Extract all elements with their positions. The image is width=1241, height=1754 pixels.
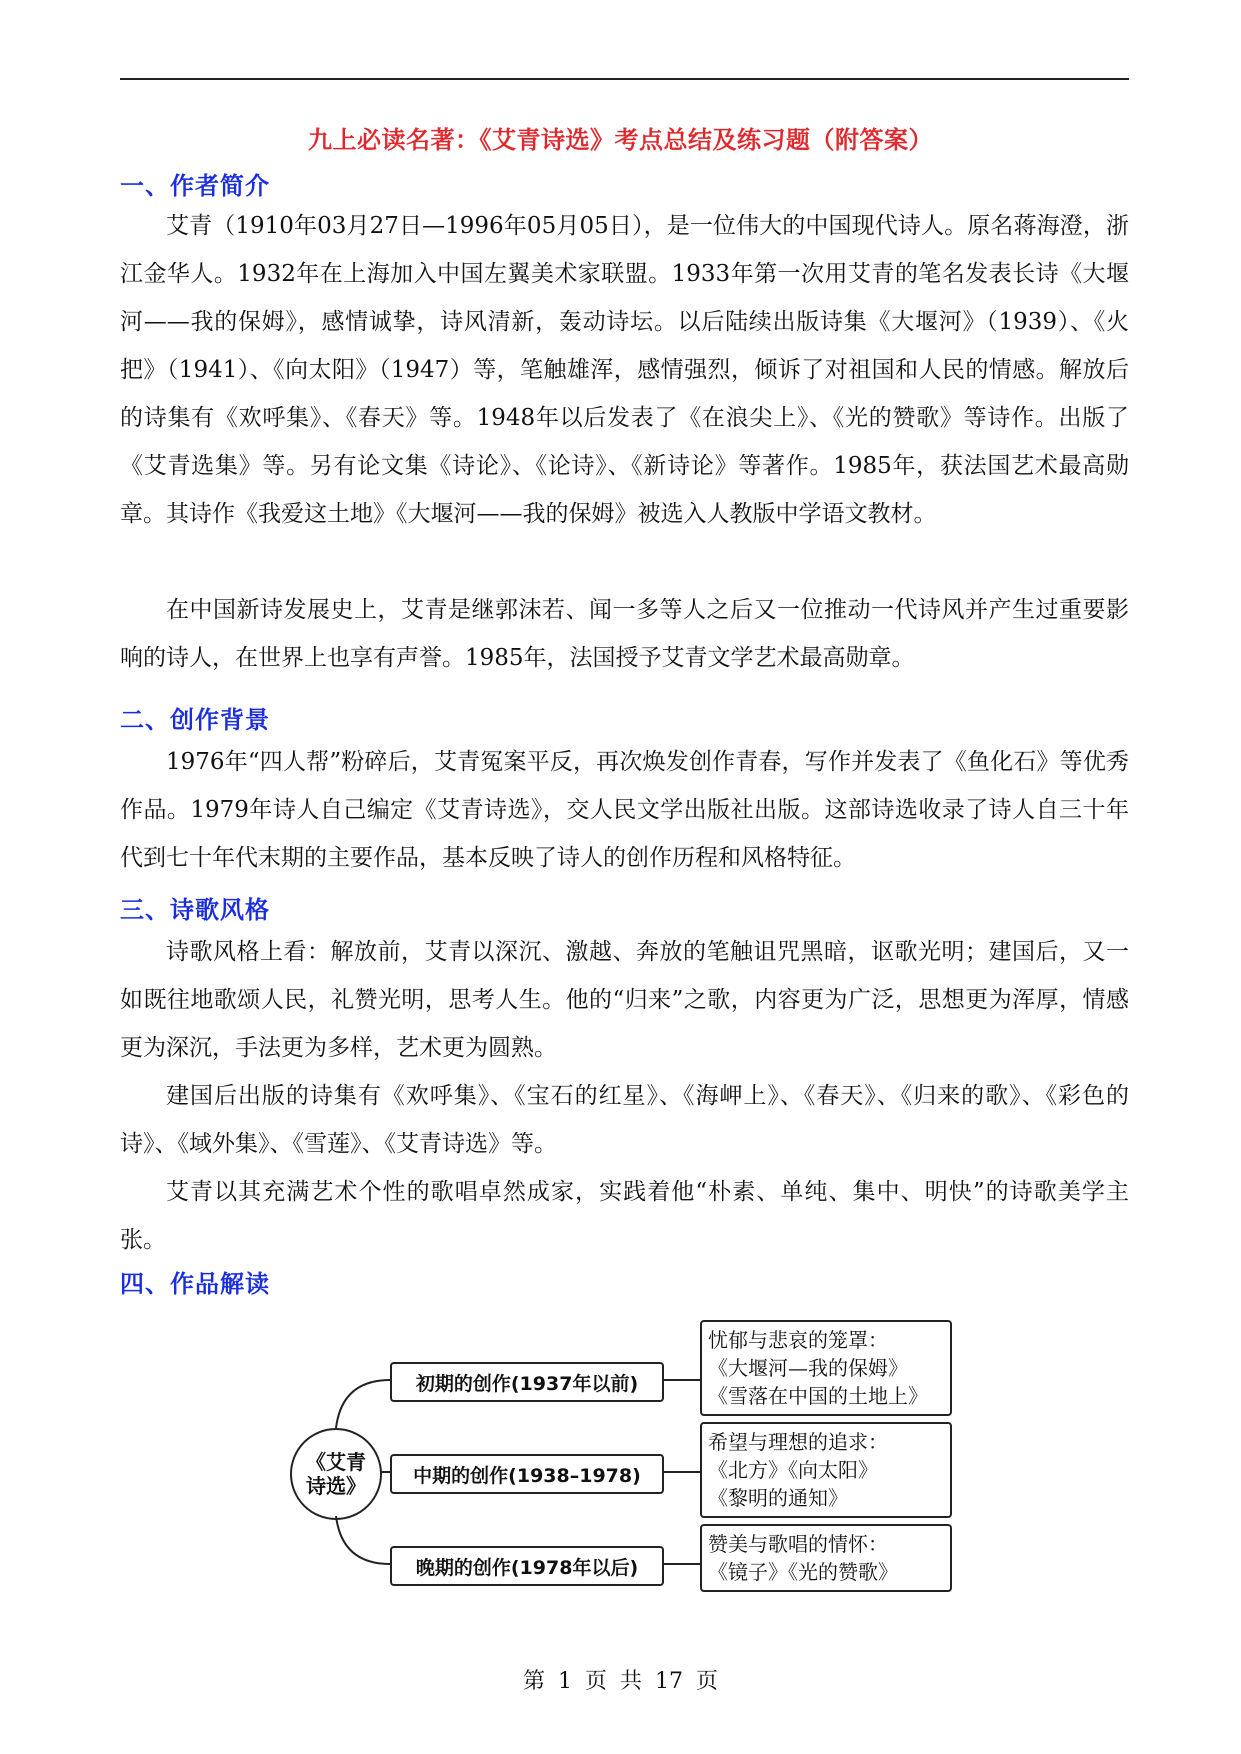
- works-early-line-2: 《大堰河—我的保姆》: [708, 1356, 908, 1380]
- paragraph-style-collections: 建国后出版的诗集有《欢呼集》、《宝石的红星》、《海岬上》、《春天》、《归来的歌》、《彩色的诗》、《域外集》、《雪莲》、《艾青诗选》等。: [120, 1083, 1129, 1157]
- page-footer: 第 1 页 共 17 页: [523, 1669, 718, 1694]
- paragraph-style-aesthetics: 艾青以其充满艺术个性的歌唱卓然成家，实践着他“朴素、单纯、集中、明快”的诗歌美学主张。: [120, 1179, 1129, 1253]
- period-node-middle: 中期的创作(1938–1978): [390, 1454, 664, 1494]
- paragraph-background: 1976年“四人帮”粉碎后，艾青冤案平反，再次焕发创作青春，写作并发表了《鱼化石》等优秀作品。1979年诗人自己编定《艾青诗选》，交人民文学出版社出版。这部诗选收录了诗人自三十年代到七十年代末期的主要作品，基本反映了诗人的创作历程和风格特征。: [120, 749, 1129, 871]
- works-early-line-3: 《雪落在中国的土地上》: [708, 1384, 928, 1408]
- section-heading-author: 一、作者简介: [120, 171, 270, 200]
- paragraph-style-overview: 诗歌风格上看：解放前，艾青以深沉、激越、奔放的笔触诅咒黑暗，讴歌光明；建国后，又一如既往地歌颂人民，礼赞光明，思考人生。他的“归来”之歌，内容更为广泛，思想更为浑厚，情感更为深沉，手法更为多样，艺术更为圆熟。: [120, 939, 1129, 1061]
- paragraph-author-influence: 在中国新诗发展史上，艾青是继郭沫若、闻一多等人之后又一位推动一代诗风并产生过重要影响的诗人，在世界上也享有声誉。1985年，法国授予艾青文学艺术最高勋章。: [120, 597, 1129, 671]
- center-node-line-2: 诗选》: [306, 1474, 366, 1498]
- works-late-line-2: 《镜子》《光的赞歌》: [708, 1560, 898, 1584]
- period-node-early: 初期的创作(1937年以前): [390, 1362, 664, 1402]
- works-middle-line-1: 希望与理想的追求：: [708, 1430, 888, 1454]
- period-node-late: 晚期的创作(1978年以后): [390, 1546, 664, 1586]
- center-node: [290, 1428, 382, 1520]
- works-box-middle: [700, 1422, 952, 1518]
- works-box-early: [700, 1320, 952, 1416]
- center-node-line-1: 《艾青: [306, 1450, 366, 1474]
- works-early-line-1: 忧郁与悲哀的笼罩：: [708, 1328, 888, 1352]
- section-heading-background: 二、创作背景: [120, 705, 270, 734]
- works-mind-map: [280, 1320, 960, 1605]
- works-middle-line-3: 《黎明的通知》: [708, 1486, 848, 1510]
- paragraph-author-bio: 艾青（1910年03月27日—1996年05月05日），是一位伟大的中国现代诗人。原名蒋海澄，浙江金华人。1932年在上海加入中国左翼美术家联盟。1933年第一次用艾青的笔名发表长诗《大堰河——我的保姆》，感情诚挚，诗风清新，轰动诗坛。以后陆续出版诗集《大堰河》（1939）、《火把》（1941）、《向太阳》（1947）等，笔触雄浑，感情强烈，倾诉了对祖国和人民的情感。解放后的诗集有《欢呼集》、《春天》等。1948年以后发表了《在浪尖上》、《光的赞歌》等诗作。出版了《艾青选集》等。另有论文集《诗论》、《论诗》、《新诗论》等著作。1985年，获法国艺术最高勋章。其诗作《我爱这土地》《大堰河——我的保姆》被选入人教版中学语文教材。: [120, 213, 1129, 527]
- works-box-late: [700, 1524, 952, 1592]
- works-late-line-1: 赞美与歌唱的情怀：: [708, 1532, 888, 1556]
- section-heading-interpretation: 四、作品解读: [120, 1269, 270, 1298]
- top-rule: [120, 78, 1129, 80]
- connector-early: [336, 1380, 390, 1428]
- connector-late: [336, 1516, 390, 1564]
- works-middle-line-2: 《北方》《向太阳》: [708, 1458, 878, 1482]
- section-heading-style: 三、诗歌风格: [120, 895, 270, 924]
- document-title: 九上必读名著：《艾青诗选》考点总结及练习题（附答案）: [308, 125, 933, 154]
